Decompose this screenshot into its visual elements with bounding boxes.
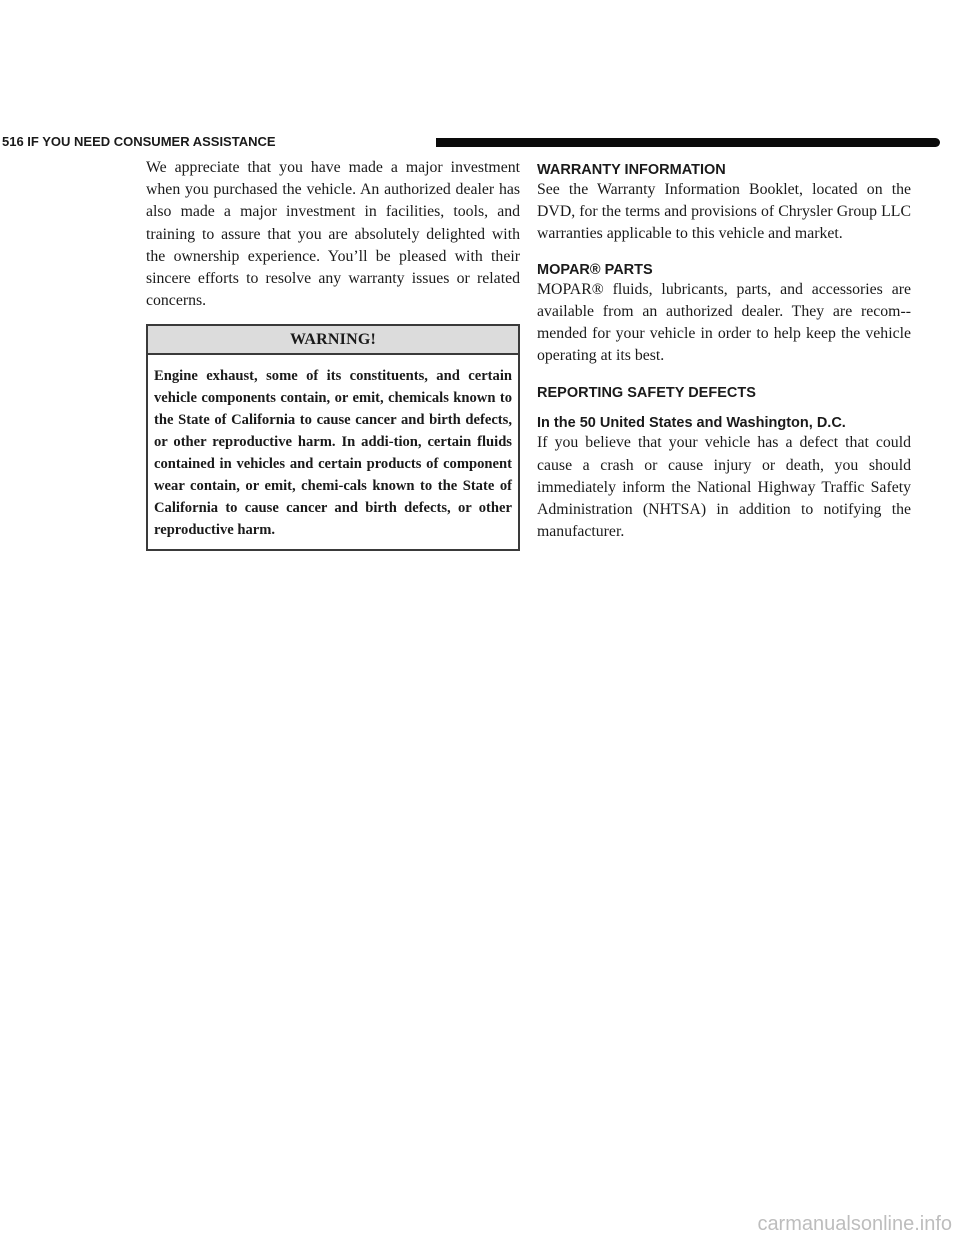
warranty-heading: WARRANTY INFORMATION (537, 162, 726, 178)
mopar-heading: MOPAR® PARTS (537, 261, 653, 278)
safety-defects-heading: REPORTING SAFETY DEFECTS (537, 385, 756, 402)
safety-defects-subheading: In the 50 United States and Washington, D.C. (537, 415, 846, 432)
warranty-paragraph: See the Warranty Information Booklet, located on the DVD, for the terms and provisions of Chrysler Group LLC warranties applicable to this vehicle and market. (537, 181, 911, 243)
warning-box (146, 324, 520, 551)
left-column (146, 157, 520, 551)
warning-text: Engine exhaust, some of its constituents, and certain vehicle components contain, or emit, chemicals known to the State of California to cause cancer and birth defects, or other reproductive harm. In addi-tion, certain fluids contained in vehicles and certain products of component wear contain, or emit, chemi-cals known to the State of California to cause cancer and birth defects, or other reproductive harm. (154, 368, 512, 539)
page-header (0, 134, 960, 150)
header-rule-bar (436, 138, 940, 147)
mopar-paragraph: MOPAR® fluids, lubricants, parts, and accessories are available from an authorized dealer. They are recom-mended for your vehicle in order to help keep the vehicle operating at its best. (537, 280, 911, 365)
safety-defects-paragraph: If you believe that your vehicle has a defect that could cause a crash or cause injury or death, you should immediately inform the National Highway Traffic Safety Administration (NHTSA) in addition to notifying the manufacturer. (537, 434, 911, 541)
page-number-title: 516 IF YOU NEED CONSUMER ASSISTANCE (2, 134, 276, 149)
watermark-text: carmanualsonline.info (757, 1213, 952, 1235)
warning-title: WARNING! (148, 326, 518, 355)
intro-paragraph: We appreciate that you have made a major investment when you purchased the vehicle. An authorized dealer has also made a major investment in facilities, tools, and training to assure that you are absolutely delighted with the ownership experience. You’ll be pleased with their sincere efforts to resolve any warranty issues or related concerns. (146, 159, 520, 310)
right-column (537, 157, 911, 543)
